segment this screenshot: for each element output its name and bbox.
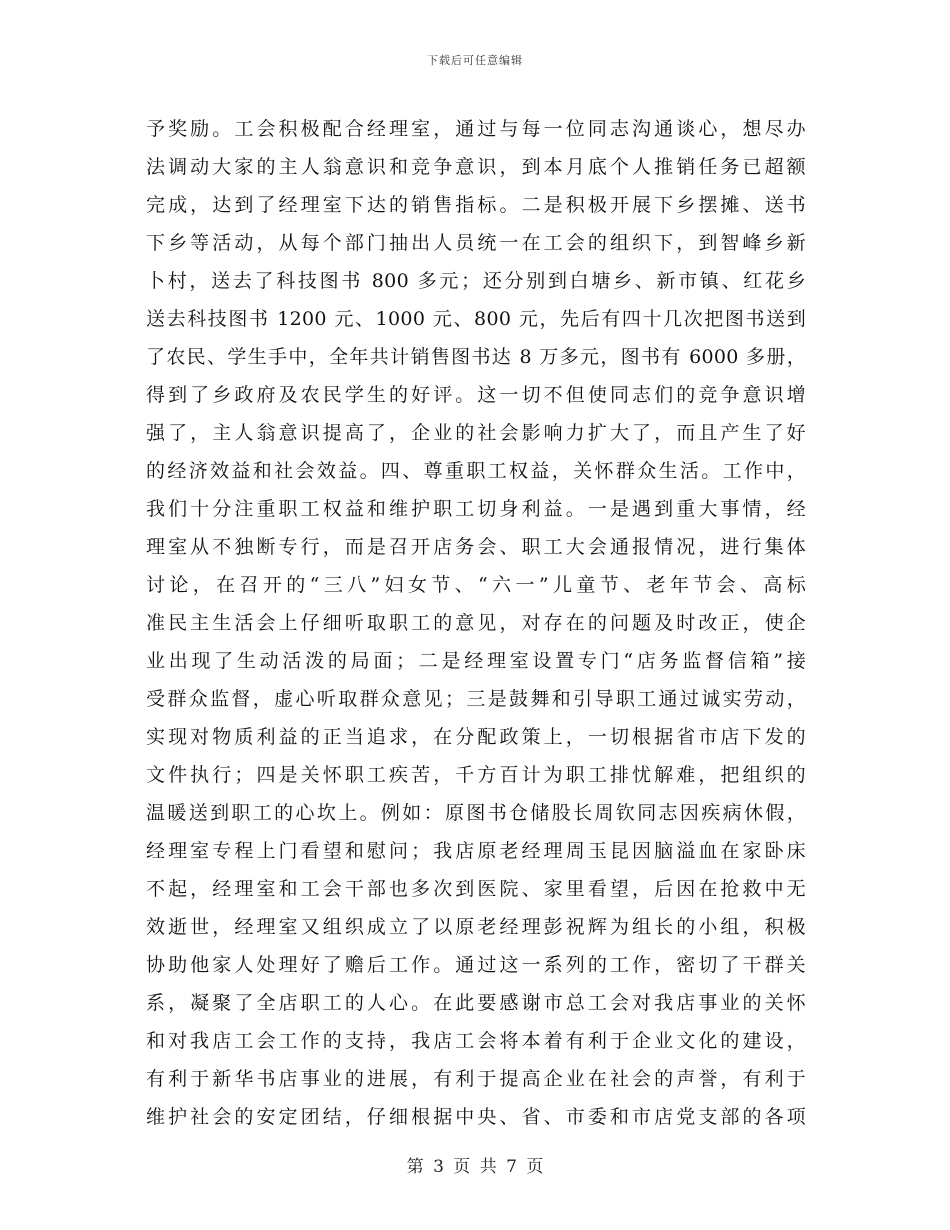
text-line: 完成，达到了经理室下达的销售指标。二是积极开展下乡摆摊、送书 — [146, 194, 806, 216]
text-line: 了农民、学生手中，全年共计销售图书达 8 万多元，图书有 6000 多册， — [146, 346, 806, 368]
text-line: 业出现了生动活泼的局面；二是经理室设置专门“店务监督信箱”接 — [146, 650, 806, 672]
text-line: 法调动大家的主人翁意识和竞争意识，到本月底个人推销任务已超额 — [146, 156, 806, 178]
text-line: 予奖励。工会积极配合经理室，通过与每一位同志沟通谈心，想尽办 — [146, 118, 806, 140]
text-line: 温暖送到职工的心坎上。例如：原图书仓储股长周钦同志因疾病休假， — [146, 802, 806, 824]
text-line: 文件执行；四是关怀职工疾苦，千方百计为职工排忧解难，把组织的 — [146, 764, 806, 786]
text-line: 受群众监督，虚心听取群众意见；三是鼓舞和引导职工通过诚实劳动， — [146, 688, 806, 710]
document-body — [146, 110, 806, 1136]
text-line: 和对我店工会工作的支持，我店工会将本着有利于企业文化的建设， — [146, 1030, 806, 1052]
text-line: 系，凝聚了全店职工的人心。在此要感谢市总工会对我店事业的关怀 — [146, 992, 806, 1014]
page-header: 下载后可任意编辑 — [427, 54, 523, 67]
text-line: 协助他家人处理好了赡后工作。通过这一系列的工作，密切了干群关 — [146, 954, 806, 976]
text-line: 维护社会的安定团结，仔细根据中央、省、市委和市店党支部的各项 — [146, 1106, 806, 1128]
text-line: 卜村，送去了科技图书 800 多元；还分别到白塘乡、新市镇、红花乡 — [146, 270, 806, 292]
text-line: 得到了乡政府及农民学生的好评。这一切不但使同志们的竞争意识增 — [146, 384, 806, 406]
text-line: 不起，经理室和工会干部也多次到医院、家里看望，后因在抢救中无 — [146, 878, 806, 900]
text-line: 准民主生活会上仔细听取职工的意见，对存在的问题及时改正，使企 — [146, 612, 806, 634]
page-number: 第 3 页 共 7 页 — [406, 1157, 544, 1177]
text-line: 实现对物质利益的正当追求，在分配政策上，一切根据省市店下发的 — [146, 726, 806, 748]
text-line: 经理室专程上门看望和慰问；我店原老经理周玉昆因脑溢血在家卧床 — [146, 840, 806, 862]
text-line: 讨论，在召开的“三八”妇女节、“六一”儿童节、老年节会、高标 — [146, 574, 806, 596]
text-line: 强了，主人翁意识提高了，企业的社会影响力扩大了，而且产生了好 — [146, 422, 806, 444]
text-line: 效逝世，经理室又组织成立了以原老经理彭祝辉为组长的小组，积极 — [146, 916, 806, 938]
text-line: 的经济效益和社会效益。四、尊重职工权益，关怀群众生活。工作中， — [146, 460, 806, 482]
text-line: 送去科技图书 1200 元、1000 元、800 元，先后有四十几次把图书送到 — [146, 308, 806, 330]
text-line: 下乡等活动，从每个部门抽出人员统一在工会的组织下，到智峰乡新 — [146, 232, 806, 254]
text-line: 有利于新华书店事业的进展，有利于提高企业在社会的声誉，有利于 — [146, 1068, 806, 1090]
text-line: 理室从不独断专行，而是召开店务会、职工大会通报情况，进行集体 — [146, 536, 806, 558]
text-line: 我们十分注重职工权益和维护职工切身利益。一是遇到重大事情，经 — [146, 498, 806, 520]
